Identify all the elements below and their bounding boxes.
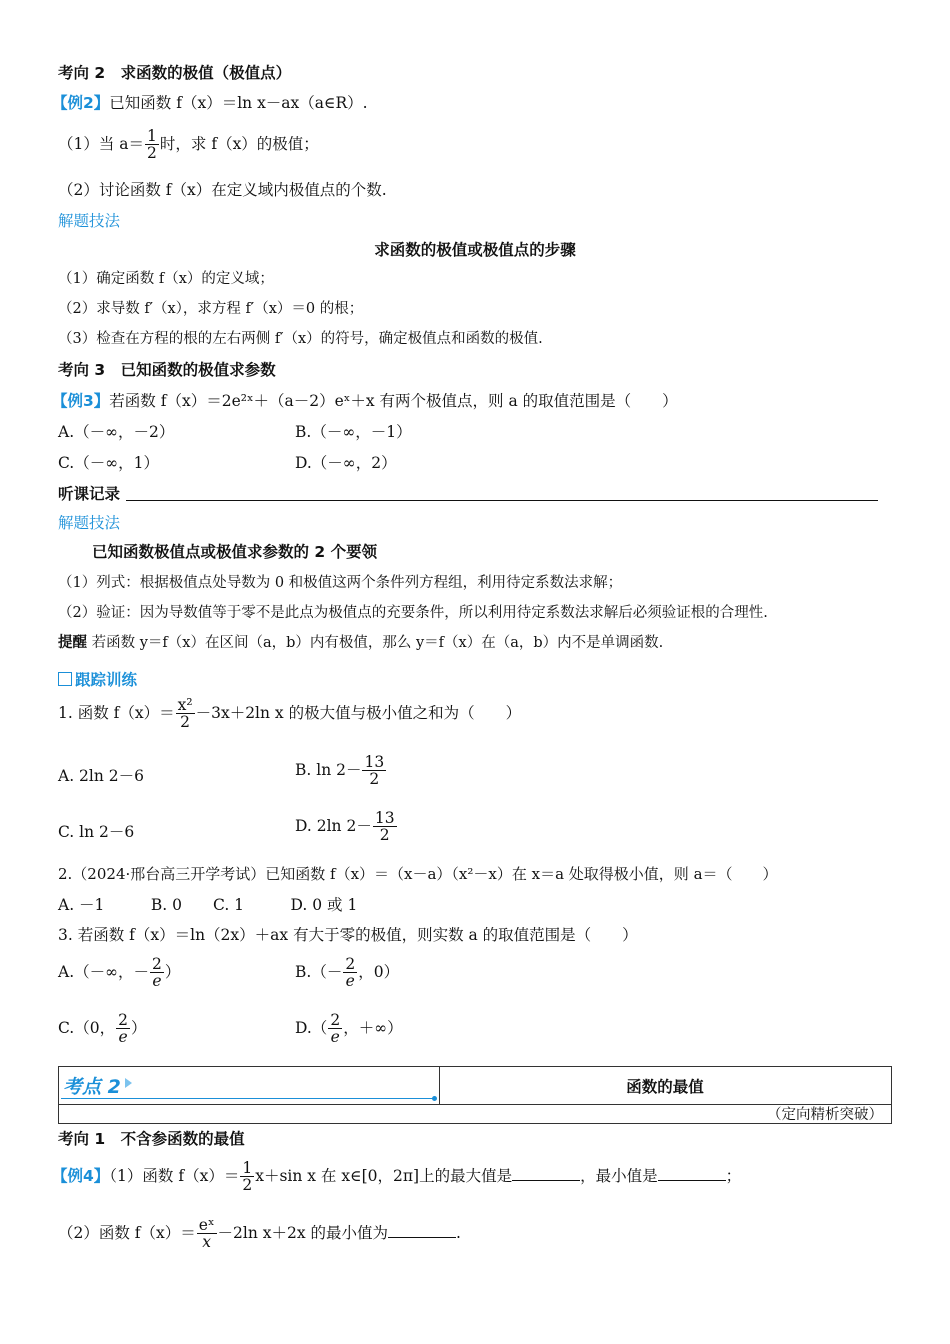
technique-step: （2）求导数 f′（x），求方程 f′（x）＝0 的根；: [58, 301, 364, 317]
notes-label: 听课记录: [58, 485, 121, 503]
banner-dot: [432, 1096, 437, 1101]
checkbox-icon: [58, 672, 72, 686]
banner-left: [59, 1067, 440, 1104]
technique-label: 解题技法: [58, 514, 121, 532]
example-3-stem: 【例3】若函数 f（x）＝2e²ˣ＋（a－2）eˣ＋x 有两个极值点，则 a 的取值范围是（ ）: [52, 392, 678, 410]
option-c: C.（－∞，1）: [58, 454, 160, 472]
practice-heading: 跟踪训练: [58, 670, 137, 690]
section-heading: 考向 2 求函数的极值（极值点）: [58, 64, 292, 82]
practice-q2: 2.（2024·邢台高三开学考试）已知函数 f（x）＝（x－a）（x²－x）在 x＝a 处取得极小值，则 a＝（ ）: [58, 865, 778, 883]
example-tag: 【例2】: [52, 94, 110, 112]
banner-underline: [61, 1098, 435, 1099]
example-4-q2: （2）函数 f（x）＝ $\frac{\text{eˣ}}{x}$ －2ln x＋2x 的最小值为 .: [58, 1216, 461, 1252]
fraction: $\frac{1}{2}$: [147, 127, 157, 163]
practice-q3: 3. 若函数 f（x）＝ln（2x）＋ax 有大于零的极值，则实数 a 的取值范围是（ ）: [58, 926, 638, 944]
answer-blank[interactable]: [512, 1166, 580, 1181]
option-a: A. 2ln 2－6: [58, 767, 144, 785]
example-tag: 【例3】: [52, 392, 110, 410]
section-heading: 考向 1 不含参函数的最值: [58, 1130, 245, 1148]
fraction: $\frac{13}{2}$: [374, 809, 395, 845]
option-b: B.（－ $\frac{2}{e}$ ，0）: [295, 955, 400, 991]
section-heading: 考向 3 已知函数的极值求参数: [58, 361, 276, 379]
technique-title: 求函数的极值或极值点的步骤: [374, 241, 576, 259]
option-c: C. ln 2－6: [58, 823, 135, 841]
option-a: A.（－∞，－ $\frac{2}{e}$ ）: [58, 955, 181, 991]
example-tag: 【例4】: [52, 1166, 110, 1185]
kaodian-badge: 考点 2: [63, 1076, 121, 1098]
fraction: $\frac{\text{eˣ}}{x}$: [198, 1216, 215, 1252]
fraction: $\frac{13}{2}$: [364, 753, 385, 789]
example-2-q1: （1）当 a＝ $\frac{1}{2}$ 时，求 f（x）的极值；: [58, 127, 319, 163]
banner-title: 函数的最值: [626, 1077, 704, 1096]
fraction: $\frac{2}{e}$: [345, 955, 356, 991]
technique-label: 解题技法: [58, 212, 121, 230]
technique-title: 已知函数极值点或极值求参数的 2 个要领: [92, 543, 378, 561]
chevron-right-icon: [125, 1078, 132, 1088]
practice-q2-options: A. －1 B. 0 C. 1 D. 0 或 1: [58, 896, 358, 914]
technique-step: （1）列式：根据极值点处导数为 0 和极值这两个条件列方程组，利用待定系数法求解；: [58, 575, 623, 591]
practice-q1: 1. 函数 f（x）＝ $\frac{\text{x²}}{2}$ －3x＋2ln x 的极大值与极小值之和为（ ）: [58, 696, 522, 732]
example-4-q1: 【例4】（1）函数 f（x）＝ $\frac{1}{2}$ x＋sin x 在 x∈[0，2π]上的最大值是 ，最小值是 ；: [52, 1159, 742, 1195]
fraction: $\frac{2}{e}$: [152, 955, 162, 991]
notes-line: [126, 500, 878, 501]
technique-step: （1）确定函数 f（x）的定义域；: [58, 271, 274, 287]
option-c: C.（0， $\frac{2}{e}$ ）: [58, 1011, 147, 1047]
technique-step: （2）验证：因为导数值等于零不是此点为极值点的充要条件，所以利用待定系数法求解后必须验证根的合理性.: [58, 605, 768, 621]
fraction: $\frac{2}{e}$: [118, 1011, 128, 1047]
option-d: D. 2ln 2－ $\frac{13}{2}$: [295, 809, 395, 845]
option-b: B.（－∞，－1）: [295, 423, 412, 441]
reminder: 提醒 若函数 y＝f（x）在区间（a，b）内有极值，那么 y＝f（x）在（a，b）内不是单调函数.: [58, 635, 664, 651]
option-b: B. ln 2－ $\frac{13}{2}$: [295, 753, 385, 789]
fraction: $\frac{2}{e}$: [330, 1011, 341, 1047]
technique-step: （3）检查在方程的根的左右两侧 f′（x）的符号，确定极值点和函数的极值.: [58, 331, 543, 347]
option-d: D.（－∞，2）: [295, 454, 397, 472]
answer-blank[interactable]: [388, 1223, 456, 1238]
example-2-stem: 【例2】已知函数 f（x）＝ln x－ax（a∈R）.: [52, 94, 368, 112]
fraction: $\frac{\text{x²}}{2}$: [177, 696, 193, 732]
example-2-q2: （2）讨论函数 f（x）在定义域内极值点的个数.: [58, 181, 387, 199]
fraction: $\frac{1}{2}$: [242, 1159, 253, 1195]
option-d: D.（ $\frac{2}{e}$ ，＋∞）: [295, 1011, 403, 1047]
section-banner: [58, 1066, 892, 1124]
option-a: A.（－∞，－2）: [58, 423, 175, 441]
banner-title-cell: [439, 1067, 891, 1104]
banner-subtitle: （定向精析突破）: [767, 1107, 883, 1123]
answer-blank[interactable]: [658, 1166, 726, 1181]
